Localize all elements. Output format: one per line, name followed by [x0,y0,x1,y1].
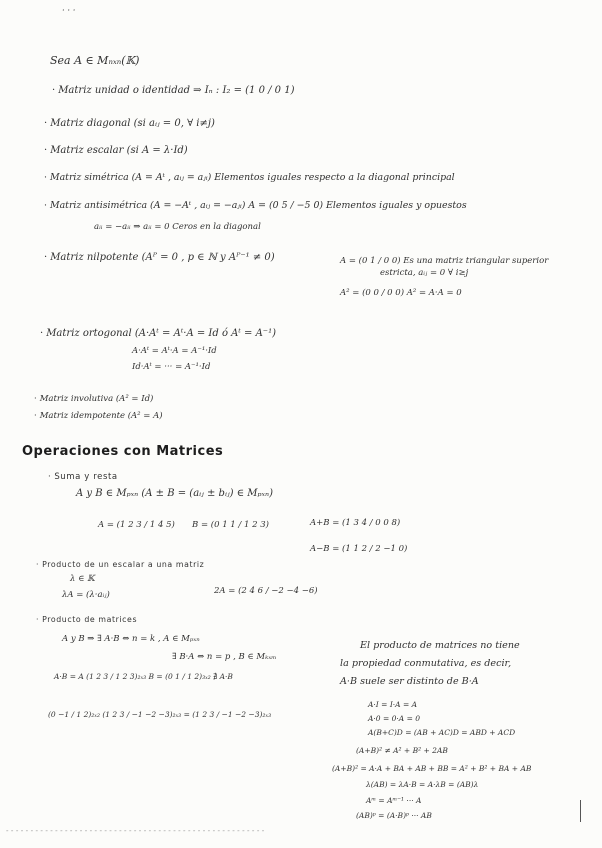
item-diagonal: · Matriz diagonal (si aᵢⱼ = 0, ∀ i≠j) [44,118,215,129]
suma-title: · Suma y resta [48,472,118,482]
footer-dashes: - - - - - - - - - - - - - - - - - - - - - - - - - - - - - - - - - - - - - - - - - - - - - - - - - - - - - [6,826,265,835]
suma-definition: A y B ∈ Mₚₓₙ (A ± B = (aᵢⱼ ± bᵢⱼ) ∈ Mₚₓₙ) [76,488,274,499]
item-simetrica: · Matriz simétrica (A = Aᵗ , aᵢⱼ = aⱼᵢ) Elementos iguales respecto a la diagonal principal [44,172,455,183]
producto-prop-3: (A+B)² ≠ A² + B² + 2AB [356,746,448,755]
margin-line [580,800,581,822]
item-ortogonal: · Matriz ortogonal (A·Aᵗ = Aᵗ·A = Id ó Aᵗ = A⁻¹) [40,328,276,339]
producto-note1: El producto de matrices no tiene [360,640,520,651]
item-nilpotente: · Matriz nilpotente (Aᴾ = 0 , p ∈ ℕ y Aᴾ⁻¹ ≠ 0) [44,252,275,263]
item-idempotente: · Matriz idempotente (A² = A) [34,411,163,421]
section-title: Operaciones con Matrices [22,444,224,459]
nilpotente-note: estricta, aᵢⱼ = 0 ∀ i≥j [380,268,469,278]
producto-example2: (0 −1 / 1 2)₂ₓ₂ (1 2 3 / −1 −2 −3)₂ₓ₃ = (1 2 3 / −1 −2 −3)₂ₓ₃ [48,710,272,719]
nilpotente-example: A = (0 1 / 0 0) Es una matriz triangular superior [340,256,549,266]
producto-prop-1: A·0 = 0·A = 0 [368,714,421,723]
item-involutiva: · Matriz involutiva (A² = Id) [34,394,154,404]
producto-prop-7: (AB)ᵖ = (A·B)ᵖ ··· AB [356,811,432,820]
ortogonal-line3: Id·Aᵗ = ··· = A⁻¹·Id [132,362,211,372]
item-escalar: · Matriz escalar (si A = λ·Id) [44,145,188,156]
escalar-line2: λA = (λ·aᵢⱼ) [62,590,110,600]
intro-line: Sea A ∈ Mₙₓₙ(𝕂) [50,54,140,67]
header-mark: · · · [62,6,76,16]
ortogonal-line2: A·Aᵗ = Aᵗ·A = A⁻¹·Id [132,346,217,356]
suma-matrix-b: B = (0 1 1 / 1 2 3) [192,520,269,530]
item-identidad: · Matriz unidad o identidad ⇒ Iₙ : I₂ = (1 0 / 0 1) [52,85,295,96]
nilpotente-square: A² = (0 0 / 0 0) A² = A·A = 0 [340,288,462,298]
producto-line2: ∃ B·A ⇔ n = p , B ∈ Mₖₓₘ [172,652,277,662]
producto-title: · Producto de matrices [36,615,138,624]
producto-note3: A·B suele ser distinto de B·A [340,676,479,687]
escalar-title: · Producto de un escalar a una matriz [36,560,205,569]
escalar-line1: λ ∈ 𝕂 [70,574,95,584]
producto-line1: A y B ⇒ ∃ A·B ⇔ n = k , A ∈ Mₚₓₙ [62,634,200,644]
producto-prop-6: Aᵐ = Aᵐ⁻¹ ··· A [366,796,422,805]
producto-example1: A·B = A (1 2 3 / 1 2 3)₂ₓ₃ B = (0 1 / 1 2)₃ₓ₂ ∄ A·B [54,672,233,681]
producto-prop-2: A(B+C)D = (AB + AC)D = ABD + ACD [368,728,516,737]
producto-note2: la propiedad conmutativa, es decir, [340,658,512,669]
producto-prop-0: A·I = I·A = A [368,700,418,709]
suma-matrix-a: A = (1 2 3 / 1 4 5) [98,520,175,530]
producto-prop-5: λ(AB) = λA·B = A·λB = (AB)λ [366,780,479,789]
item-antisimetrica: · Matriz antisimétrica (A = −Aᵗ , aᵢⱼ = −aⱼᵢ) A = (0 5 / −5 0) Elementos iguales y opuestos [44,200,467,211]
item-antisimetrica-detail: aᵢᵢ = −aᵢᵢ ⇒ aᵢᵢ = 0 Ceros en la diagonal [94,222,261,232]
resta-result: A−B = (1 1 2 / 2 −1 0) [310,544,408,554]
producto-prop-4: (A+B)² = A·A + BA + AB + BB = A² + B² + BA + AB [332,764,532,773]
suma-result: A+B = (1 3 4 / 0 0 8) [310,518,401,528]
escalar-example: 2A = (2 4 6 / −2 −4 −6) [214,586,318,596]
